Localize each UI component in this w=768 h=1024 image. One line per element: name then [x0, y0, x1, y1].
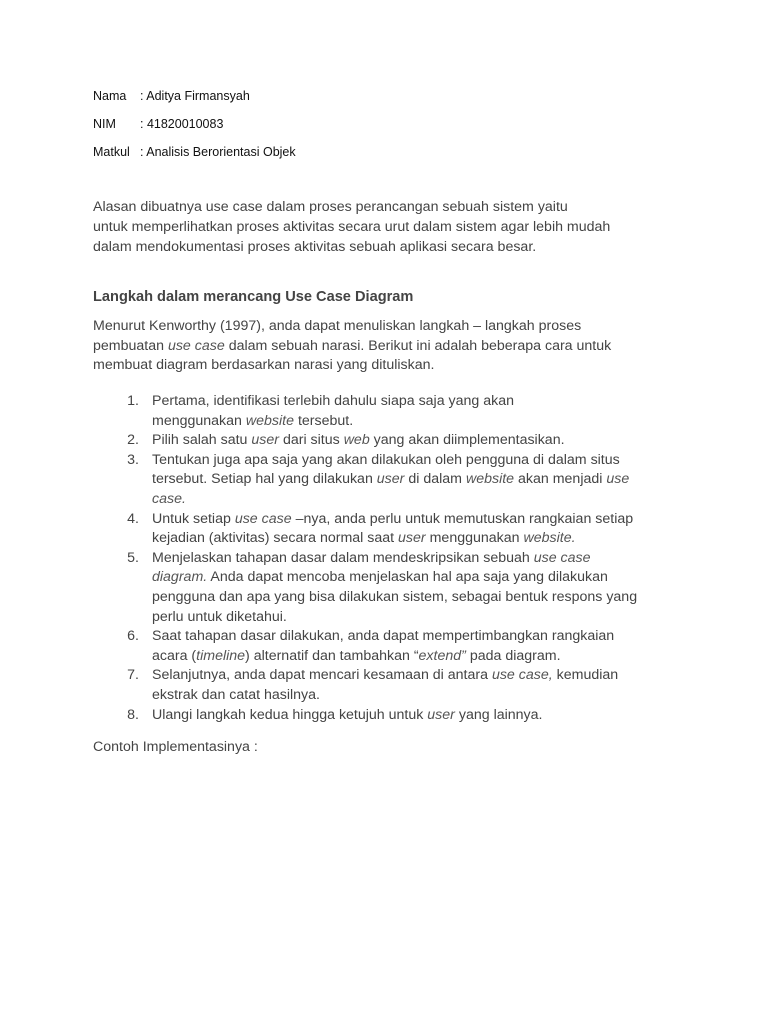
list-item — [93, 392, 693, 431]
text: menggunakan — [152, 412, 242, 429]
intro-line: dalam mendokumentasi proses aktivitas sebuah aplikasi secara besar. — [93, 239, 537, 255]
text: di dalam — [408, 471, 462, 488]
info-row-matkul — [93, 142, 296, 170]
italic-term: timeline — [196, 647, 246, 664]
italic-term: website. — [523, 530, 576, 547]
implementation-label: Contoh Implementasinya : — [93, 739, 258, 755]
list-number: 7. — [127, 667, 139, 684]
list-item — [93, 666, 693, 705]
italic-term: use case — [533, 549, 591, 566]
text: Menjelaskan tahapan dasar dalam mendeskripsikan sebuah — [152, 549, 530, 566]
text: menggunakan — [429, 530, 520, 547]
item-line: perlu untuk diketahui. — [152, 608, 287, 625]
text: –nya, anda perlu untuk memutuskan rangkaian setiap — [295, 510, 634, 527]
item-line — [152, 431, 693, 451]
text: Selanjutnya, anda dapat mencari kesamaan di antara — [152, 667, 488, 684]
italic-term: use case, — [491, 667, 553, 684]
text: Anda dapat mencoba menjelaskan hal apa saja yang dilakukan — [210, 569, 608, 586]
item-line — [152, 647, 693, 667]
list-number: 1. — [127, 393, 139, 409]
italic-term: user — [427, 706, 455, 723]
item-line — [152, 529, 693, 549]
italic-term: diagram. — [152, 569, 208, 586]
item-line — [152, 706, 693, 726]
text: pada diagram. — [469, 647, 561, 664]
italic-term: user — [376, 471, 405, 488]
list-item — [93, 451, 693, 510]
item-line: Saat tahapan dasar dilakukan, anda dapat mempertimbangkan rangkaian — [152, 628, 615, 645]
section-paragraph — [93, 317, 693, 376]
item-line: Tentukan juga apa saja yang akan dilakukan oleh pengguna di dalam situs — [152, 451, 620, 468]
text: tersebut. Setiap hal yang dilakukan — [152, 471, 373, 488]
info-label: NIM — [93, 117, 116, 131]
text: Pilih salah satu — [152, 432, 248, 449]
section-heading: Langkah dalam merancang Use Case Diagram — [93, 289, 414, 305]
text: tersebut. — [297, 412, 354, 429]
text: kemudian — [556, 667, 619, 684]
paragraph-line: Menurut Kenworthy (1997), anda dapat menuliskan langkah – langkah proses — [93, 318, 582, 334]
text: acara ( — [152, 647, 197, 664]
item-line — [152, 549, 693, 569]
text: dalam sebuah narasi. Berikut ini adalah beberapa cara untuk — [228, 337, 612, 354]
text: kejadian (aktivitas) secara normal saat — [152, 530, 395, 547]
item-line — [152, 470, 693, 490]
list-item — [93, 549, 693, 627]
text: Ulangi langkah kedua hingga ketujuh untuk — [152, 706, 424, 723]
steps-list — [93, 392, 693, 725]
list-number: 6. — [127, 628, 139, 645]
italic-term: user — [251, 432, 279, 449]
info-row-nama — [93, 86, 296, 114]
info-value: : Analisis Berorientasi Objek — [140, 145, 296, 159]
text: pembuatan — [93, 337, 164, 354]
italic-term: website — [465, 471, 515, 488]
list-number: 2. — [127, 432, 139, 449]
info-label: Matkul — [93, 145, 130, 159]
italic-term: user — [398, 530, 426, 547]
list-number: 8. — [127, 706, 139, 723]
list-number: 5. — [127, 549, 139, 566]
intro-line: Alasan dibuatnya use case dalam proses perancangan sebuah sistem yaitu — [93, 199, 568, 215]
list-item — [93, 431, 693, 451]
italic-term: extend” — [418, 647, 466, 664]
intro-paragraph — [93, 197, 673, 257]
italic-term: website — [245, 412, 294, 429]
list-item — [93, 627, 693, 666]
item-line — [152, 510, 693, 530]
student-info — [93, 86, 296, 170]
paragraph-line: membuat diagram berdasarkan narasi yang dituliskan. — [93, 357, 435, 374]
list-number: 3. — [127, 451, 139, 468]
italic-term: web — [343, 432, 370, 449]
item-line: Pertama, identifikasi terlebih dahulu siapa saja yang akan — [152, 393, 515, 409]
text: ) alternatif dan tambahkan “ — [245, 647, 419, 664]
item-line — [152, 568, 693, 588]
intro-line: untuk memperlihatkan proses aktivitas secara urut dalam sistem agar lebih mudah — [93, 219, 611, 235]
item-line: ekstrak dan catat hasilnya. — [152, 686, 320, 703]
text: Untuk setiap — [152, 510, 231, 527]
italic-term: use case — [234, 510, 292, 527]
list-item — [93, 706, 693, 726]
item-line — [152, 666, 693, 686]
text: yang akan diimplementasikan. — [373, 432, 565, 449]
item-line: pengguna dan apa yang bisa dilakukan sistem, sebagai bentuk respons yang — [152, 588, 638, 605]
info-row-nim — [93, 114, 296, 142]
paragraph-line — [93, 337, 693, 357]
info-value: : 41820010083 — [140, 117, 224, 131]
italic-term: use — [606, 471, 630, 488]
italic-term: use case — [167, 337, 225, 354]
text: dari situs — [282, 432, 340, 449]
text: yang lainnya. — [458, 706, 543, 723]
italic-term: case. — [152, 490, 186, 507]
list-item — [93, 510, 693, 549]
item-line — [152, 412, 693, 432]
info-label: Nama — [93, 89, 127, 103]
text: akan menjadi — [518, 471, 603, 488]
item-line — [152, 490, 693, 510]
info-value: : Aditya Firmansyah — [140, 89, 250, 103]
list-number: 4. — [127, 510, 139, 527]
